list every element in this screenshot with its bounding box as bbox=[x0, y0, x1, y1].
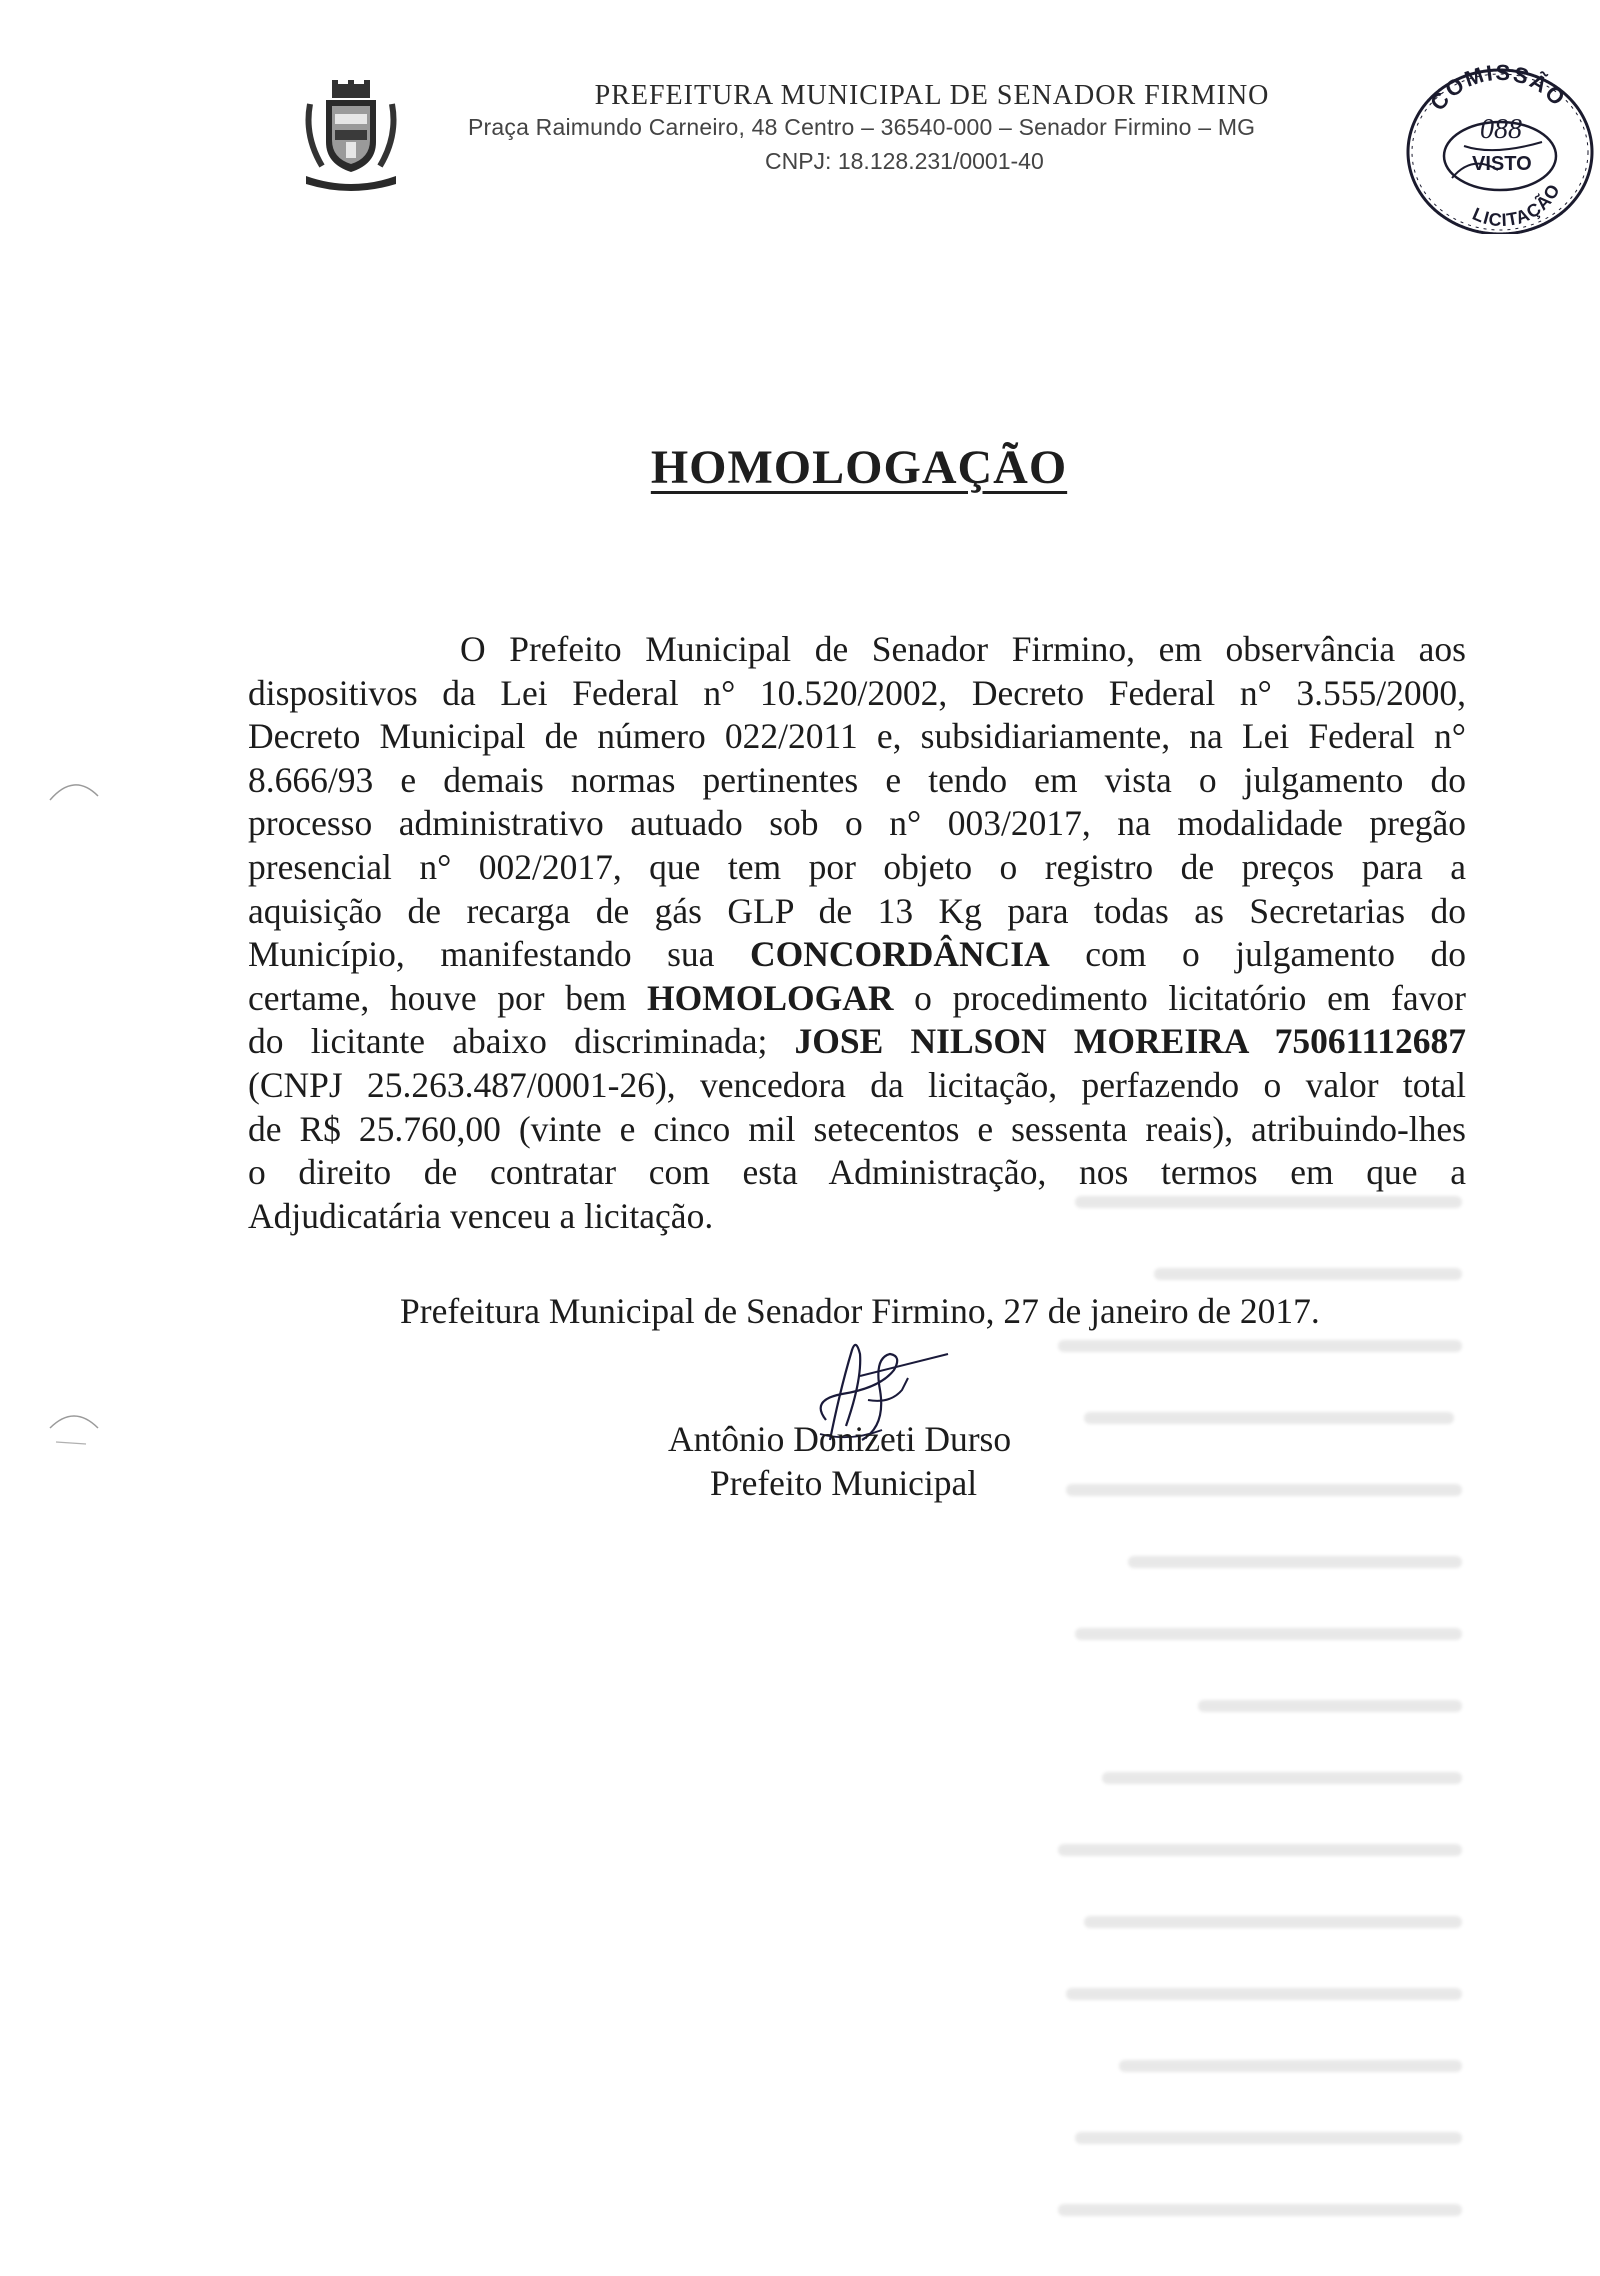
body-line: Município, manifestando sua CONCORDÂNCIA com o julgamento do bbox=[248, 934, 1466, 975]
svg-text:LICITAÇÃO: LICITAÇÃO bbox=[1469, 180, 1565, 231]
punch-hole-mark bbox=[46, 770, 102, 810]
municipality-address: Praça Raimundo Carneiro, 48 Centro – 36540-000 – Senador Firmino – MG bbox=[468, 114, 1256, 140]
body-line: presencial n° 002/2017, que tem por objeto o registro de preços para a bbox=[248, 846, 1466, 887]
body-line: Decreto Municipal de número 022/2011 e, subsidiariamente, na Lei Federal n° bbox=[248, 716, 1466, 757]
svg-text:088: 088 bbox=[1480, 114, 1522, 145]
winning-bidder-name: JOSE NILSON MOREIRA 75061112687 bbox=[794, 1021, 1466, 1062]
body-line: do licitante abaixo discriminada; JOSE NILSON MOREIRA 75061112687 bbox=[248, 1021, 1466, 1062]
body-line: dispositivos da Lei Federal n° 10.520/2002, Decreto Federal n° 3.555/2000, bbox=[248, 672, 1466, 713]
signer-role: Prefeito Municipal bbox=[710, 1463, 978, 1503]
homologation-body bbox=[248, 628, 1466, 1238]
body-line: certame, houve por bem HOMOLOGAR o procedimento licitatório em favor bbox=[248, 977, 1466, 1018]
svg-text:VISTO: VISTO bbox=[1472, 153, 1532, 175]
body-line: aquisição de recarga de gás GLP de 13 Kg para todas as Secretarias do bbox=[248, 890, 1466, 931]
reverse-side-bleed-through bbox=[1040, 1180, 1480, 2260]
municipality-cnpj: CNPJ: 18.128.231/0001-40 bbox=[765, 148, 1044, 174]
body-line: O Prefeito Municipal de Senador Firmino, em observância aos bbox=[460, 629, 1466, 669]
punch-hole-mark bbox=[46, 1408, 102, 1448]
concordancia-emphasis: CONCORDÂNCIA bbox=[749, 934, 1050, 975]
body-line: de R$ 25.760,00 (vinte e cinco mil setecentos e sessenta reais), atribuindo-lhes bbox=[248, 1108, 1466, 1149]
body-line: (CNPJ 25.263.487/0001-26), vencedora da licitação, perfazendo o valor total bbox=[248, 1064, 1466, 1105]
place-and-date: Prefeitura Municipal de Senador Firmino, 27 de janeiro de 2017. bbox=[400, 1291, 1320, 1331]
homologar-emphasis: HOMOLOGAR bbox=[647, 977, 894, 1018]
signer-name: Antônio Donizeti Durso bbox=[668, 1419, 1012, 1459]
svg-text:COMISSÃO: COMISSÃO bbox=[1425, 59, 1572, 116]
document-title: HOMOLOGAÇÃO bbox=[650, 441, 1068, 494]
licitacao-commission-stamp bbox=[1402, 58, 1598, 234]
body-line: 8.666/93 e demais normas pertinentes e tendo em vista o julgamento do bbox=[248, 759, 1466, 800]
body-line: o direito de contratar com esta Administração, nos termos em que a bbox=[248, 1152, 1466, 1193]
body-line: Adjudicatária venceu a licitação. bbox=[248, 1195, 714, 1236]
municipality-title: PREFEITURA MUNICIPAL DE SENADOR FIRMINO bbox=[594, 80, 1270, 111]
body-line: processo administrativo autuado sob o n° 003/2017, na modalidade pregão bbox=[248, 803, 1466, 844]
